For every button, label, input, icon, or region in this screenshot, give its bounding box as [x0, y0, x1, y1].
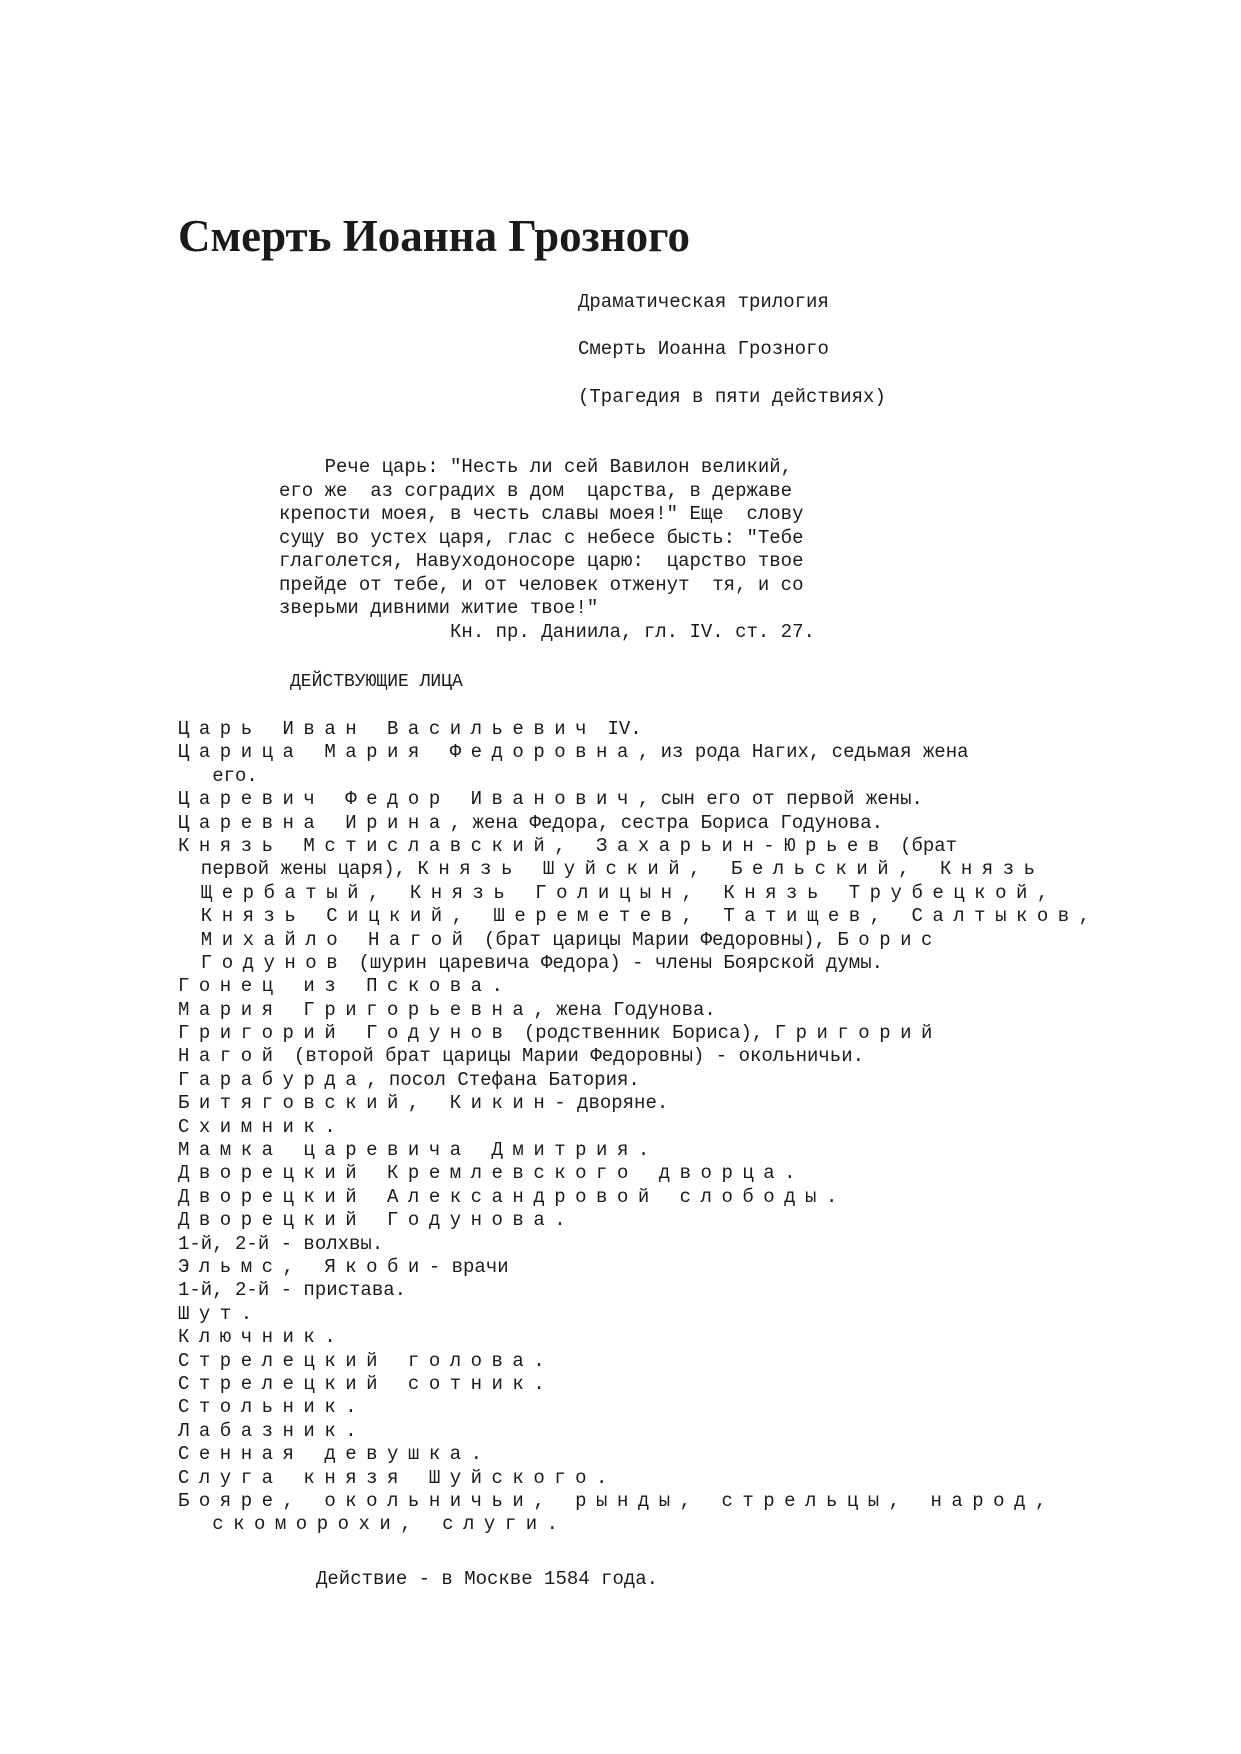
cast-name: Гарабурда [178, 1068, 367, 1091]
cast-item [178, 1209, 1100, 1232]
cast-name: Мамка царевича Дмитрия. [178, 1139, 659, 1162]
cast-description: , сын его от первой жены. [637, 788, 923, 811]
cast-name: Стрелецкий голова. [178, 1349, 555, 1372]
epigraph-line: зверьми дивними житие твое!" [279, 597, 599, 619]
cast-item [178, 858, 1100, 881]
cast-item [178, 1162, 1100, 1185]
cast-item [178, 1256, 1100, 1279]
cast-description: , жена Федора, сестра Бориса Годунова. [449, 811, 884, 834]
cast-item [178, 905, 1100, 928]
cast-item [178, 1022, 1100, 1045]
epigraph-line: сущу во устех царя, глас с небесе бысть: "Тебе [279, 526, 804, 549]
cast-name: Сенная девушка. [178, 1443, 492, 1466]
cast-name: Стрелецкий сотник. [178, 1372, 555, 1395]
setting-note: Действие - в Москве 1584 года. [316, 1568, 659, 1590]
cast-item [178, 1279, 1100, 1302]
cast-item [178, 999, 1100, 1022]
cast-name: Дворецкий Александровой слободы. [178, 1185, 847, 1208]
cast-item [178, 741, 1100, 764]
cast-item [178, 1233, 1100, 1256]
cast-item [178, 1467, 1100, 1490]
cast-description: (шурин царевича Федора) - члены Боярской думы. [347, 951, 884, 974]
cast-item [178, 1396, 1100, 1419]
epigraph-line: Рече царь: "Несть ли сей Вавилон великий, [279, 456, 793, 478]
cast-name: Гонец из Пскова. [178, 975, 513, 998]
cast-item [178, 765, 1100, 788]
cast-item [178, 1303, 1100, 1326]
cast-item [178, 1069, 1100, 1092]
cast-item [178, 835, 1100, 858]
cast-item [178, 1326, 1100, 1349]
cast-name: Ключник. [178, 1326, 346, 1349]
cast-name: скоморохи, слуги. [212, 1513, 568, 1536]
cast-name: Князь Шуйский, Бельский, Князь [417, 858, 1045, 881]
cast-description: IV. [596, 718, 642, 740]
cast-name: Щербатый, Князь Голицын, Князь Трубецкой, [200, 881, 1058, 904]
cast-name: Нагой [178, 1045, 283, 1068]
cast-name: Схимник. [178, 1115, 346, 1138]
cast-item [178, 929, 1100, 952]
epigraph-line: крепости моея, в честь славы моея!" Еще слову [279, 503, 804, 525]
cast-description: (родственник Бориса), [512, 1022, 775, 1045]
cast-item [178, 1490, 1100, 1513]
cast-name: Шут. [178, 1302, 262, 1325]
cast-description: первой жены царя), [200, 858, 418, 881]
cast-description: его. [212, 764, 258, 787]
cast-item [178, 812, 1100, 835]
cast-description: 1-й, 2-й - волхвы. [178, 1232, 384, 1255]
epigraph-line: его же аз соградих в дом царства, в державе [279, 479, 793, 502]
cast-item [178, 1420, 1100, 1443]
cast-name: Борис [837, 928, 942, 951]
cast-name: Бояре, окольничьи, рынды, стрельцы, народ, [178, 1489, 1056, 1512]
cast-name: Битяговский, Кикин [178, 1092, 555, 1115]
cast-name: Мария Григорьевна [178, 998, 534, 1021]
cast-name: Лабазник. [178, 1419, 367, 1442]
cast-name: Царевна Ирина [178, 811, 450, 834]
cast-description: - дворяне. [554, 1092, 669, 1115]
cast-name: Григорий [774, 1022, 942, 1045]
cast-name: Стольник. [178, 1396, 367, 1419]
cast-description: , жена Годунова. [533, 998, 716, 1021]
epigraph-line: прейде от тебе, и от человек отженут тя, и со [279, 573, 804, 596]
cast-item [178, 1513, 1100, 1536]
cast-name: Григорий Годунов [178, 1022, 513, 1045]
cast-description: - врачи [428, 1255, 509, 1278]
cast-name: Эльмс, Якоби [178, 1255, 429, 1278]
cast-item [178, 1443, 1100, 1466]
cast-item [178, 975, 1100, 998]
cast-item [178, 788, 1100, 811]
cast-description: , из рода Нагих, седьмая жена [637, 741, 969, 764]
genre-subtitle: Драматическая трилогия [578, 291, 829, 313]
cast-item [178, 1139, 1100, 1162]
cast-item [178, 1350, 1100, 1373]
cast-list [178, 718, 1100, 1537]
cast-description: 1-й, 2-й - пристава. [178, 1279, 407, 1302]
work-subtitle: Смерть Иоанна Грозного [578, 338, 829, 360]
cast-name: Дворецкий Кремлевского дворца. [178, 1162, 806, 1185]
cast-name: Слуга князя Шуйского. [178, 1466, 617, 1489]
cast-item [178, 1186, 1100, 1209]
cast-item [178, 1116, 1100, 1139]
cast-description: (брат [888, 834, 958, 857]
cast-item [178, 1092, 1100, 1115]
tragedy-note: (Трагедия в пяти действиях) [578, 386, 886, 408]
cast-item [178, 882, 1100, 905]
cast-name: Царевич Федор Иванович [178, 788, 638, 811]
epigraph [279, 456, 815, 644]
cast-name: Царь Иван Васильевич [178, 718, 597, 740]
cast-item [178, 1045, 1100, 1068]
cast-name: Годунов [200, 951, 348, 974]
cast-name: Князь Мстиславский, Захарьин-Юрьев [178, 834, 889, 857]
cast-heading: ДЕЙСТВУЮЩИЕ ЛИЦА [290, 672, 463, 692]
cast-name: Михайло Нагой [200, 928, 473, 951]
cast-name: Князь Сицкий, Шереметев, Татищев, Салтыков, [200, 905, 1100, 928]
cast-item [178, 952, 1100, 975]
cast-item [178, 718, 1100, 741]
document-title: Смерть Иоанна Грозного [178, 211, 690, 261]
epigraph-line: Кн. пр. Даниила, гл. IV. ст. 27. [279, 620, 815, 643]
cast-name: Царица Мария Федоровна [178, 741, 638, 764]
cast-item [178, 1373, 1100, 1396]
cast-description: (брат царицы Марии Федоровны), [472, 928, 838, 951]
cast-name: Дворецкий Годунова. [178, 1209, 576, 1232]
cast-description: , посол Стефана Батория. [366, 1068, 640, 1091]
epigraph-line: глаголется, Навуходоносоре царю: царство твое [279, 550, 804, 572]
cast-description: (второй брат царицы Марии Федоровны) - окольничьи. [282, 1045, 865, 1068]
